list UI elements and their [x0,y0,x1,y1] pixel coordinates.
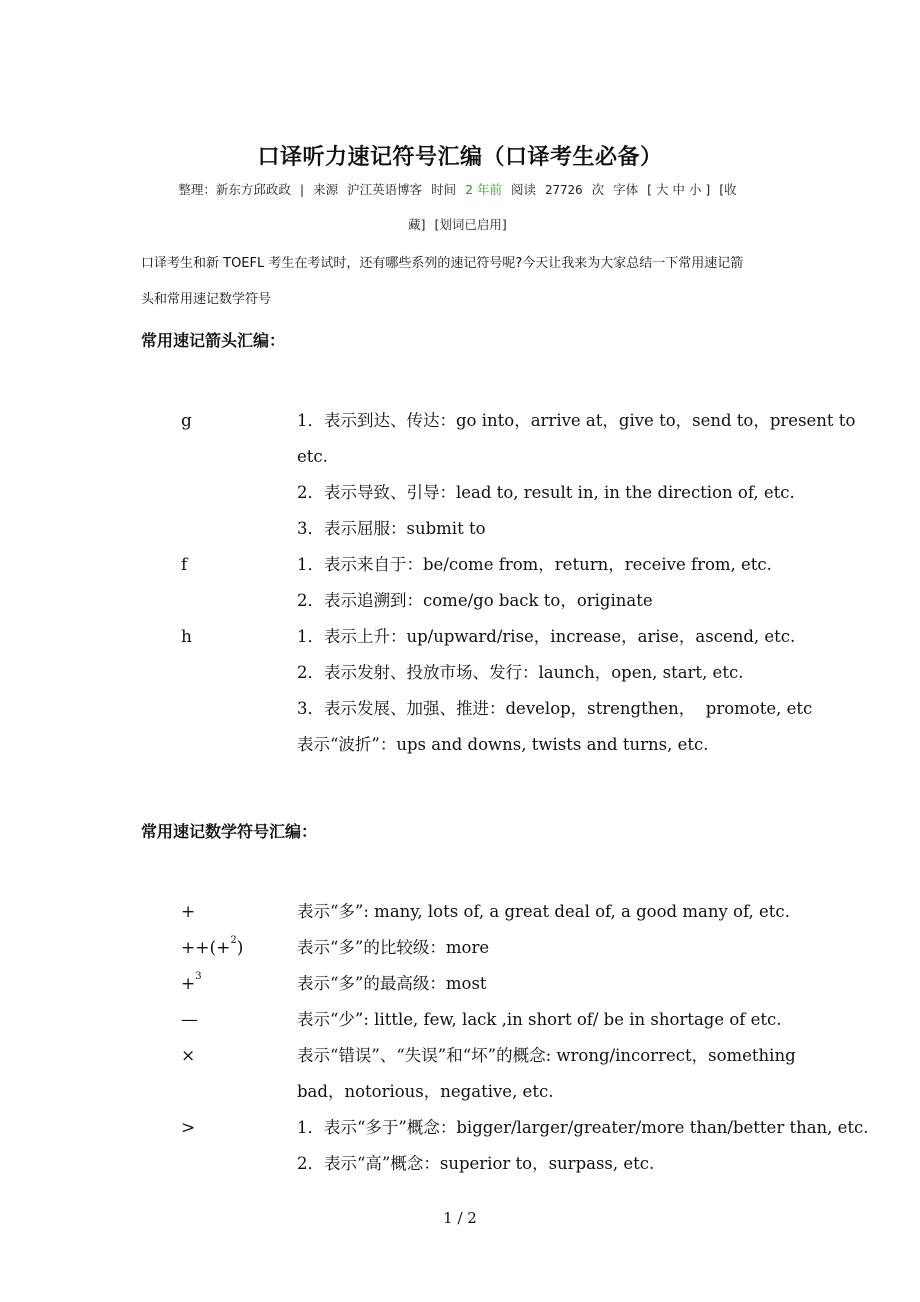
arrow-row-f [0,550,920,586]
arrow-row-h-2 [0,658,920,694]
time-label: 时间 [431,182,457,197]
page-title: 口译听力速记符号汇编（口译考生必备） [257,144,663,170]
arrow-meaning-line: 表示“波折”：ups and downs, twists and turns, etc. [297,735,709,754]
math-meaning-line: 表示“多”的最高级：most [297,974,487,993]
math-row-plusplus [0,933,920,969]
math-meaning-line: 2．表示“高”概念：superior to，surpass, etc. [297,1154,655,1173]
arrow-meaning-line: 2．表示导致、引导：lead to, result in, in the direction of, etc. [297,483,795,502]
arrow-meaning-line: 3．表示发展、加强、推进：develop，strengthen， promote, etc [297,699,813,718]
arrow-symbol: h [181,627,192,647]
time-value: 2 年前 [465,182,502,197]
arrow-row-h-3 [0,694,920,730]
math-row-times-cont [0,1077,920,1113]
arrow-meaning-line: 1．表示来自于：be/come from，return，receive from, etc. [297,555,772,574]
font-size-options[interactable]: [ 大 中 小 ] [647,182,711,197]
arrow-meaning-line: etc. [297,447,328,466]
math-meaning-line: 表示“错误”、“失误”和“坏”的概念: wrong/incorrect，something [297,1046,796,1065]
arrow-meaning-line: 1．表示到达、传达：go into，arrive at，give to，send to，present to [297,411,856,430]
read-unit: 次 [591,182,605,197]
math-row-greater-2 [0,1149,920,1185]
word-lookup-toggle[interactable]: [划词已启用] [434,217,507,232]
intro-paragraph-line2: 头和常用速记数学符号 [141,292,272,307]
math-row-times [0,1041,920,1077]
math-symbol: + [181,902,196,922]
math-row-greater [0,1113,920,1149]
math-row-plus [0,897,920,933]
arrow-row-h-4 [0,730,920,766]
source-label: 来源 [313,182,339,197]
arrow-meaning-line: 3．表示屈服：submit to [297,519,486,538]
arrow-symbol: f [181,555,188,575]
font-label: 字体 [613,182,639,197]
math-meaning-line: 表示“少”: little, few, lack ,in short of/ be in shortage of etc. [297,1010,782,1029]
arrow-row-g-3 [0,514,920,550]
math-symbol: > [181,1118,196,1138]
section-heading-arrows: 常用速记箭头汇编： [141,331,286,350]
math-symbol: × [181,1046,196,1066]
article-meta [140,180,780,198]
meta-separator: | [299,182,305,197]
collect-link-part1[interactable]: [收 [719,182,737,197]
article-meta-line2 [140,215,780,233]
page-number: 1 / 2 [443,1209,477,1227]
math-symbol: ++(+$^2$) [181,935,244,958]
arrow-meaning-line: 2．表示追溯到：come/go back to，originate [297,591,653,610]
section-heading-math: 常用速记数学符号汇编： [141,822,318,841]
math-meaning-line: 表示“多”: many, lots of, a great deal of, a good many of, etc. [297,902,790,921]
math-symbol: — [181,1010,198,1030]
read-label: 阅读 [510,182,536,197]
source-link[interactable]: 沪江英语博客 [347,182,423,197]
math-row-minus [0,1005,920,1041]
arrow-row-g-2 [0,478,920,514]
arrow-meaning-line: 2．表示发射、投放市场、发行：launch，open, start, etc. [297,663,744,682]
arrow-symbol: g [181,411,192,431]
arrow-row-g-cont [0,442,920,478]
read-count: 27726 [544,182,583,197]
arrow-meaning-line: 1．表示上升：up/upward/rise，increase，arise，ascend, etc. [297,627,796,646]
intro-paragraph-line1: 口译考生和新 TOEFL 考生在考试时，还有哪些系列的速记符号呢?今天让我来为大家总结一下常用速记箭 [141,256,744,271]
collect-link-part2[interactable]: 藏] [408,217,426,232]
math-row-plus-cubed [0,969,920,1005]
math-symbol: +$^3$ [181,971,202,994]
arrow-row-f-2 [0,586,920,622]
arrow-row-h [0,622,920,658]
arrow-row-g [0,406,920,442]
organizer: 整理：新东方邱政政 [178,182,291,197]
math-meaning-line: bad，notorious，negative, etc. [297,1082,554,1101]
math-meaning-line: 表示“多”的比较级：more [297,938,490,957]
math-meaning-line: 1．表示“多于”概念：bigger/larger/greater/more than/better than, etc. [297,1118,869,1137]
